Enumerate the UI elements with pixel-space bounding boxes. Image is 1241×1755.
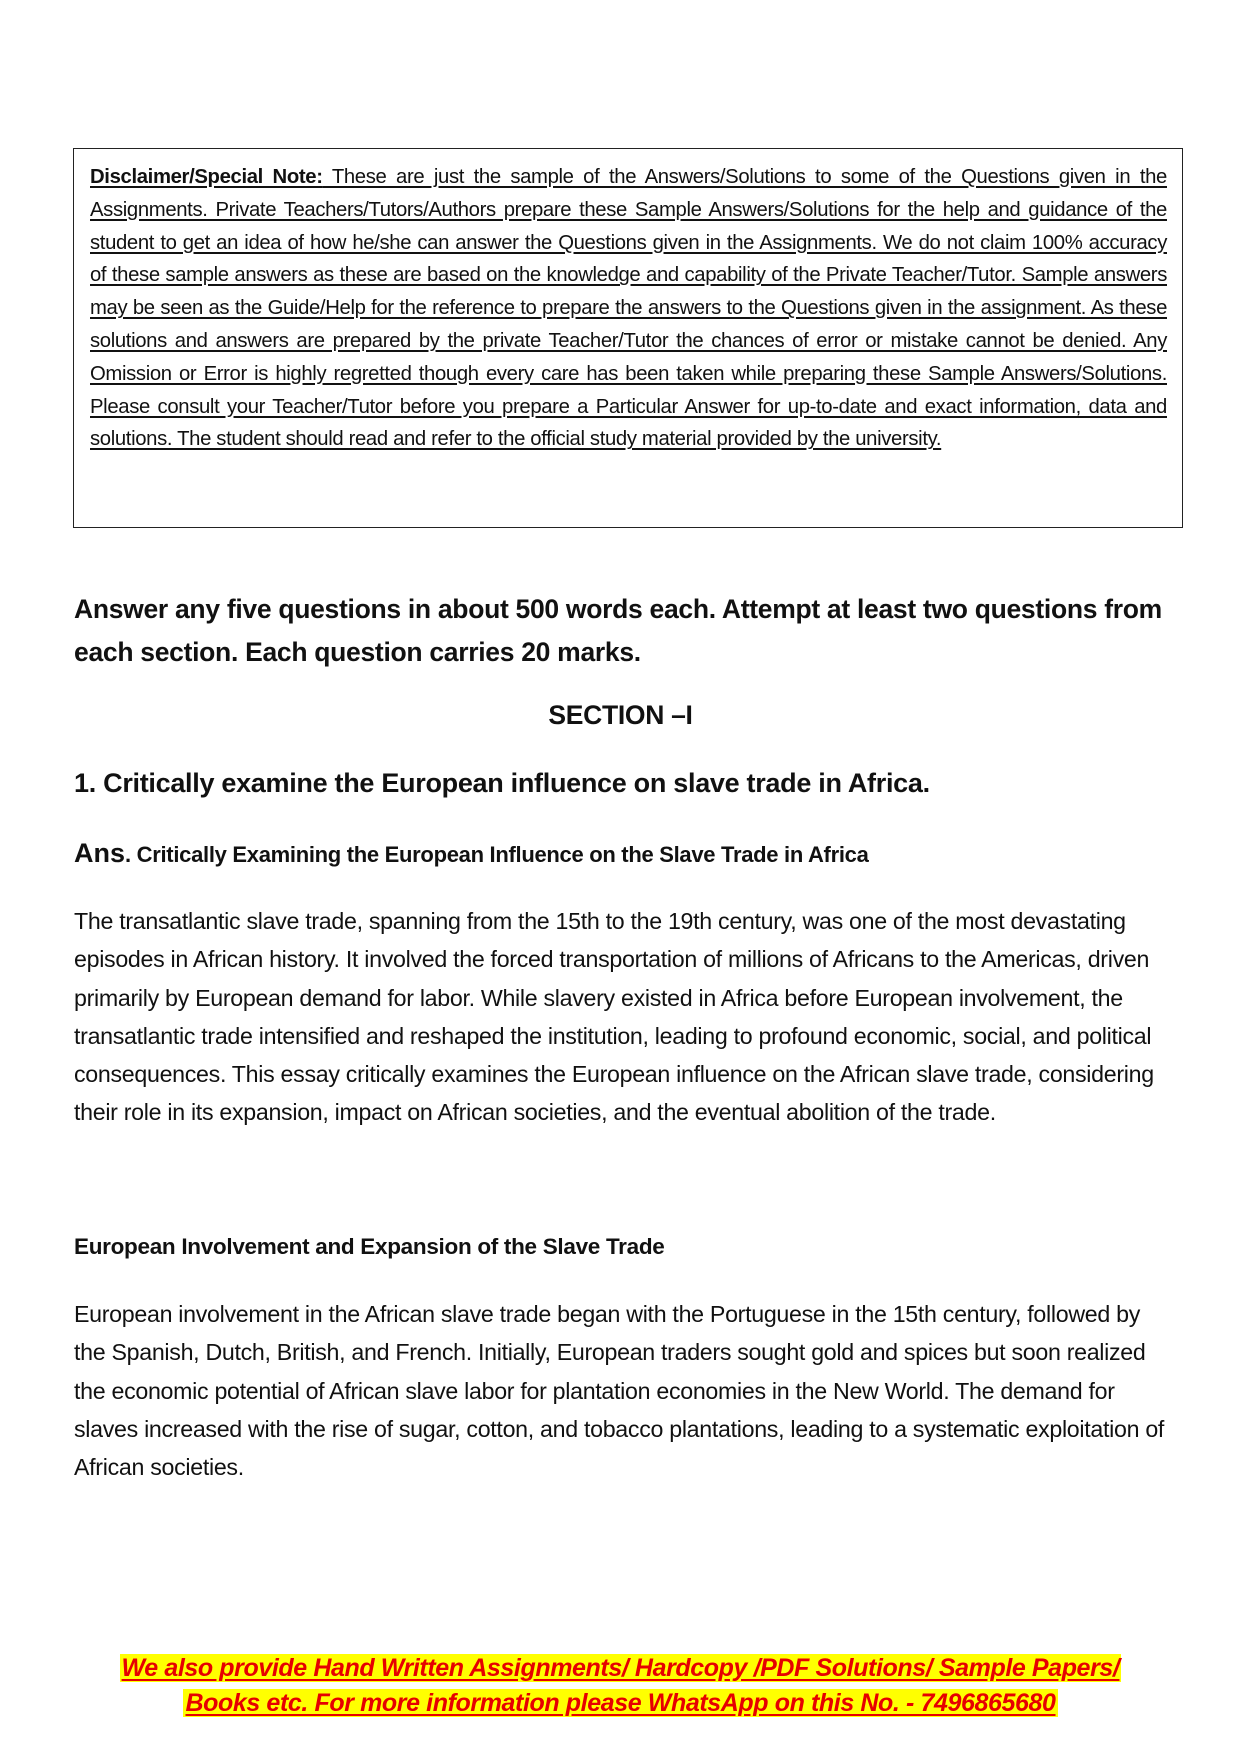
- promo-banner: [0, 1651, 1241, 1721]
- intro-paragraph: The transatlantic slave trade, spanning from the 15th to the 19th century, was one of the most devastating episodes in African history. It involved the forced transportation of millions of Africans to the Americas, driven primarily by European demand for labor. While slavery existed in Africa before European involvement, the transatlantic trade intensified and reshaped the institution, leading to profound economic, social, and political consequences. This essay critically examines the European influence on the African slave trade, considering their role in its expansion, impact on African societies, and the eventual abolition of the trade.: [74, 908, 1154, 1126]
- exam-instructions: Answer any five questions in about 500 words each. Attempt at least two questions from each section. Each question carries 20 marks.: [74, 594, 1162, 667]
- answer-prefix: Ans: [74, 838, 126, 868]
- disclaimer-label: Disclaimer/Special Note:: [90, 166, 323, 188]
- disclaimer-text: [90, 161, 1167, 456]
- question-heading: 1. Critically examine the European influence on slave trade in Africa.: [74, 768, 930, 798]
- promo-line-1: We also provide Hand Written Assignments/ Hardcopy /PDF Solutions/ Sample Papers/: [121, 1654, 1120, 1682]
- answer-separator: .: [125, 842, 137, 867]
- disclaimer-box: [73, 148, 1183, 528]
- body-paragraph: European involvement in the African slave trade began with the Portuguese in the 15th century, followed by the Spanish, Dutch, British, and French. Initially, European traders sought gold and spices but soon realized the economic potential of African slave labor for plantation economies in the New World. The demand for slaves increased with the rise of sugar, cotton, and tobacco plantations, leading to a systematic exploitation of African societies.: [74, 1301, 1165, 1481]
- disclaimer-body: These are just the sample of the Answers/Solutions to some of the Questions given in the Assignments. Private Teachers/Tutors/Authors prepare these Sample Answers/Solutions for the help and guidance of the student to get an idea of how he/she can answer the Questions given in the Assignments. We do not claim 100% accuracy of these sample answers as these are based on the knowledge and capability of the Private Teacher/Tutor. Sample answers may be seen as the Guide/Help for the reference to prepare the answers to the Questions given in the assignment. As these solutions and answers are prepared by the private Teacher/Tutor the chances of error or mistake cannot be denied. Any Omission or Error is highly regretted though every care has been taken while preparing these Sample Answers/Solutions. Please consult your Teacher/Tutor before you prepare a Particular Answer for up-to-date and exact information, data and solutions. The student should read and refer to the official study material provided by the university.: [90, 166, 1167, 451]
- promo-line-2: Books etc. For more information please WhatsApp on this No. - 7496865680: [185, 1689, 1056, 1717]
- answer-title: Critically Examining the European Influence on the Slave Trade in Africa: [136, 842, 869, 867]
- answer-heading: [74, 838, 1174, 869]
- subheading: European Involvement and Expansion of the Slave Trade: [74, 1234, 665, 1259]
- section-title: SECTION –I: [548, 700, 693, 730]
